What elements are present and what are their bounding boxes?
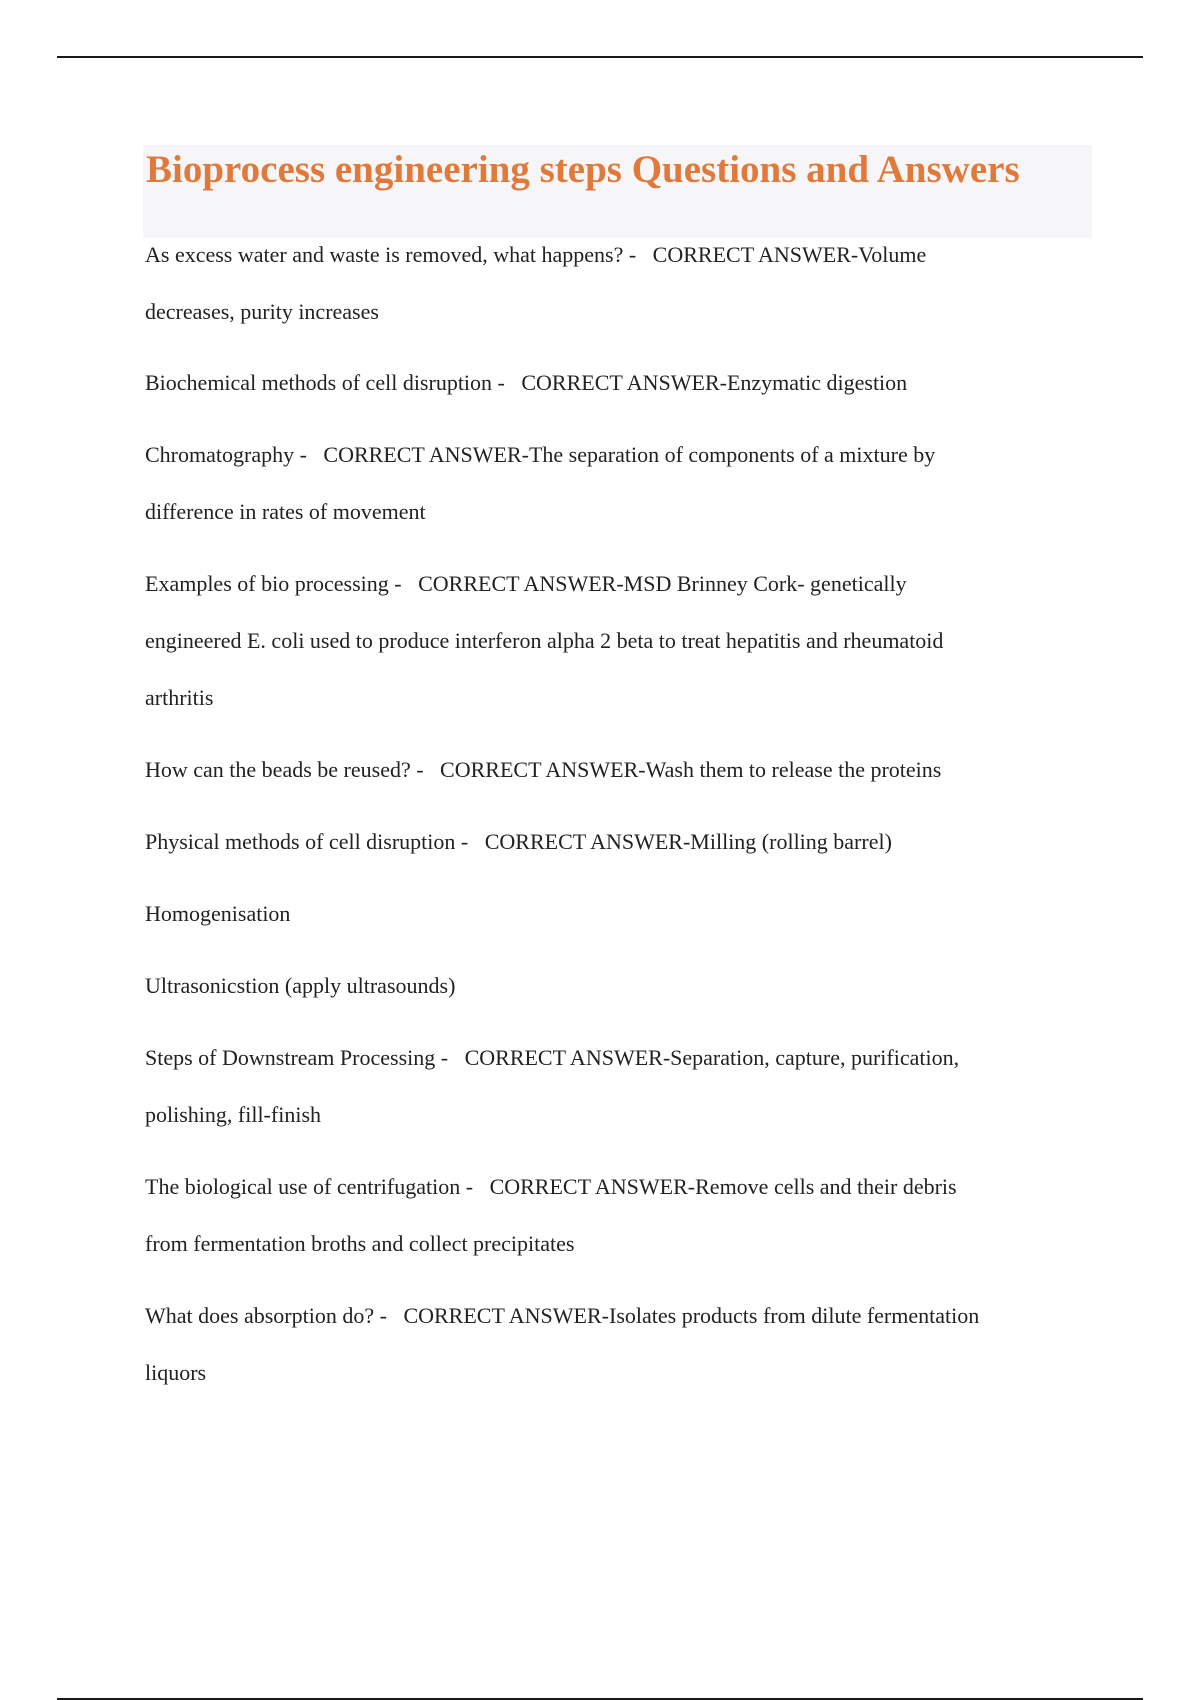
answer-continuation xyxy=(145,1086,1095,1143)
qa-item xyxy=(145,226,1095,283)
answer-continuation xyxy=(145,957,1095,1014)
answer-continuation xyxy=(145,283,1095,340)
answer-text: polishing, fill-finish xyxy=(145,1102,321,1127)
answer-text: Isolates products from dilute fermentation xyxy=(609,1303,980,1328)
answer-text: The separation of components of a mixture by xyxy=(528,442,936,467)
answer-text: Milling (rolling barrel) xyxy=(690,829,892,854)
answer-prefix: CORRECT ANSWER- xyxy=(440,757,646,782)
question-text: Chromatography - xyxy=(145,442,307,467)
answer-prefix: CORRECT ANSWER- xyxy=(418,571,624,596)
answer-continuation xyxy=(145,483,1095,540)
answer-text: Homogenisation xyxy=(145,901,291,926)
answer-continuation xyxy=(145,1215,1095,1272)
answer-prefix: CORRECT ANSWER- xyxy=(652,242,859,267)
title-band xyxy=(143,145,1092,238)
qa-item xyxy=(145,741,1095,798)
qa-item xyxy=(145,1287,1095,1344)
answer-text: Enzymatic digestion xyxy=(726,370,908,395)
question-text: As excess water and waste is removed, what happens? - xyxy=(145,242,637,267)
answer-continuation xyxy=(145,885,1095,942)
answer-continuation xyxy=(145,1344,1095,1401)
answer-text: Wash them to release the proteins xyxy=(645,757,942,782)
question-text: Physical methods of cell disruption - xyxy=(145,829,469,854)
question-text: What does absorption do? - xyxy=(145,1303,387,1328)
answer-text: engineered E. coli used to produce interferon alpha 2 beta to treat hepatitis and rheumatoid xyxy=(145,628,944,653)
answer-text: arthritis xyxy=(145,685,214,710)
answer-continuation xyxy=(145,612,1095,669)
answer-text: Ultrasonicstion (apply ultrasounds) xyxy=(145,973,456,998)
answer-text: MSD Brinney Cork- genetically xyxy=(623,571,907,596)
document-title: Bioprocess engineering steps Questions and Answers xyxy=(146,148,1020,191)
qa-list xyxy=(145,226,1095,1401)
answer-text: difference in rates of movement xyxy=(145,499,426,524)
answer-text: Separation, capture, purification, xyxy=(670,1045,960,1070)
answer-text: liquors xyxy=(145,1360,207,1385)
question-text: The biological use of centrifugation - xyxy=(145,1174,474,1199)
question-text: Steps of Downstream Processing - xyxy=(145,1045,449,1070)
qa-item xyxy=(145,354,1095,411)
question-text: How can the beads be reused? - xyxy=(145,757,424,782)
answer-text: from fermentation broths and collect precipitates xyxy=(145,1231,575,1256)
qa-item xyxy=(145,1158,1095,1215)
qa-item xyxy=(145,426,1095,483)
answer-prefix: CORRECT ANSWER- xyxy=(403,1303,609,1328)
answer-prefix: CORRECT ANSWER- xyxy=(464,1045,671,1070)
qa-item xyxy=(145,555,1095,612)
qa-item xyxy=(145,813,1095,870)
answer-prefix: CORRECT ANSWER- xyxy=(484,829,691,854)
answer-prefix: CORRECT ANSWER- xyxy=(323,442,529,467)
question-text: Biochemical methods of cell disruption - xyxy=(145,370,505,395)
answer-text: decreases, purity increases xyxy=(145,299,379,324)
top-rule xyxy=(57,56,1143,58)
answer-prefix: CORRECT ANSWER- xyxy=(521,370,727,395)
qa-item xyxy=(145,1029,1095,1086)
answer-prefix: CORRECT ANSWER- xyxy=(489,1174,696,1199)
question-text: Examples of bio processing - xyxy=(145,571,402,596)
answer-text: Remove cells and their debris xyxy=(695,1174,957,1199)
answer-text: Volume xyxy=(858,242,927,267)
answer-continuation xyxy=(145,669,1095,726)
